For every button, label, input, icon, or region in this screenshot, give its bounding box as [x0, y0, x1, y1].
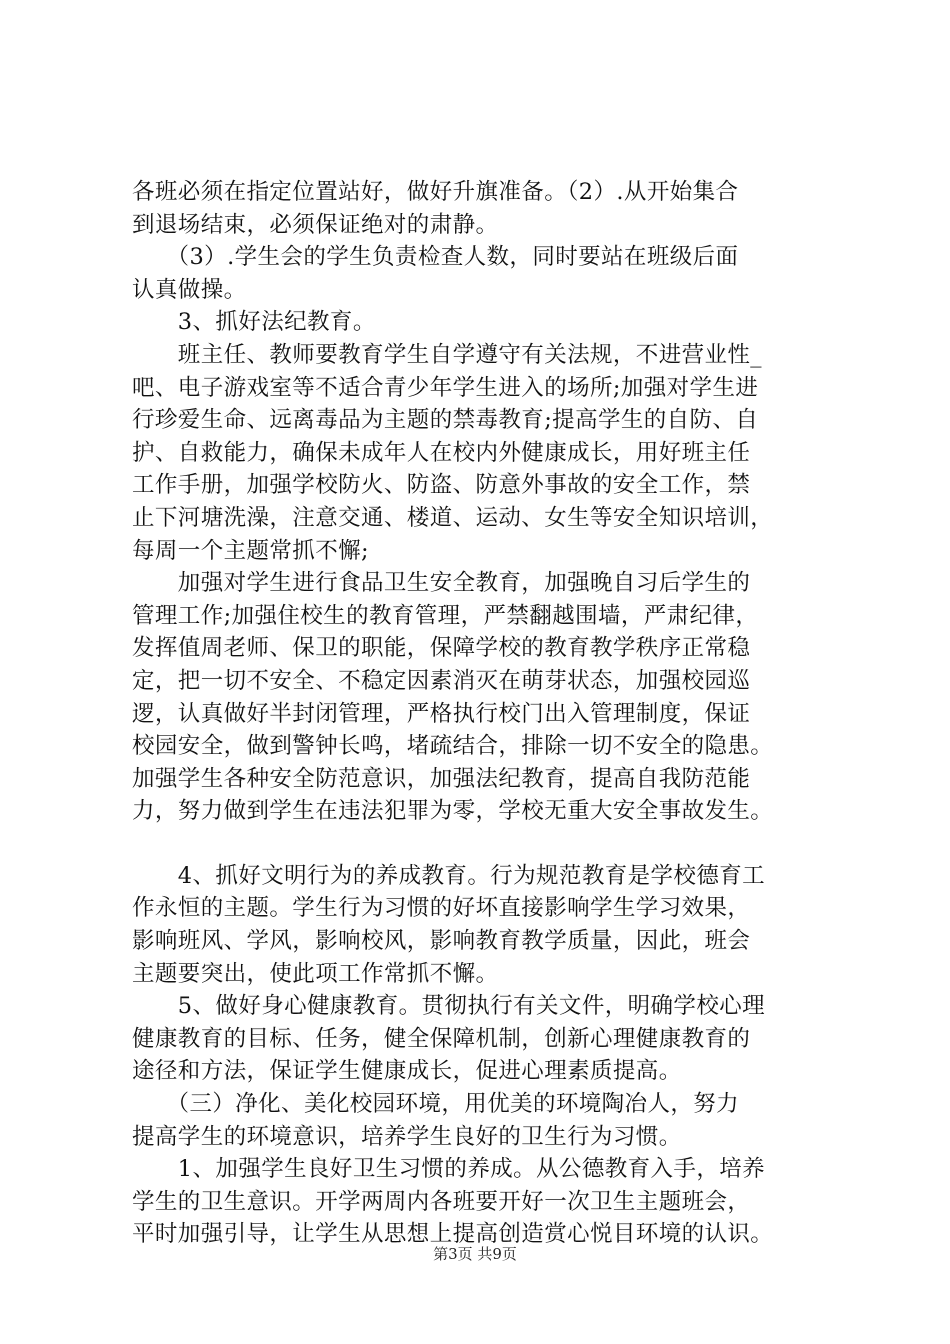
text-line: 力，努力做到学生在违法犯罪为零，学校无重大安全事故发生。: [132, 798, 774, 825]
text-line: 班主任、教师要教育学生自学遵守有关法规，不进营业性_: [132, 341, 762, 368]
page-footer: 第3页 共9页: [433, 1245, 517, 1263]
text-line: 定，把一切不安全、不稳定因素消灭在萌芽状态，加强校园巡: [132, 667, 751, 694]
text-line: 学生的卫生意识。开学两周内各班要开好一次卫生主题班会，: [132, 1188, 751, 1215]
text-line: 加强学生各种安全防范意识，加强法纪教育，提高自我防范能: [132, 765, 751, 792]
text-line: 校园安全，做到警钟长鸣，堵疏结合，排除一切不安全的隐患。: [132, 733, 774, 760]
text-line: 吧、电子游戏室等不适合青少年学生进入的场所;加强对学生进: [132, 374, 759, 401]
text-line: 加强对学生进行食品卫生安全教育，加强晚自习后学生的: [132, 570, 751, 597]
text-line: （3）.学生会的学生负责检查人数，同时要站在班级后面: [132, 244, 739, 271]
text-line: 提高学生的环境意识，培养学生良好的卫生行为习惯。: [132, 1123, 682, 1150]
text-line: 途径和方法，保证学生健康成长，促进心理素质提高。: [132, 1058, 682, 1085]
text-line: 护、自救能力，确保未成年人在校内外健康成长，用好班主任: [132, 439, 751, 466]
text-line: 1、加强学生良好卫生习惯的养成。从公德教育入手，培养: [132, 1156, 766, 1183]
text-line: 各班必须在指定位置站好，做好升旗准备。（2）.从开始集合: [132, 179, 739, 205]
text-line: 平时加强引导，让学生从思想上提高创造赏心悦目环境的认识。: [132, 1221, 774, 1248]
text-line: 管理工作;加强住校生的教育管理，严禁翻越围墙，严肃纪律，: [132, 602, 759, 629]
text-line: 工作手册，加强学校防火、防盗、防意外事故的安全工作，禁: [132, 472, 751, 499]
text-line: 每周一个主题常抓不懈;: [132, 537, 369, 564]
text-line: 健康教育的目标、任务，健全保障机制，创新心理健康教育的: [132, 1025, 751, 1052]
text-line: 主题要突出，使此项工作常抓不懈。: [132, 960, 499, 987]
text-line: 到退场结束，必须保证绝对的肃静。: [132, 211, 499, 238]
text-line: 逻，认真做好半封闭管理，严格执行校门出入管理制度，保证: [132, 700, 751, 727]
text-line: 5、做好身心健康教育。贯彻执行有关文件，明确学校心理: [132, 993, 766, 1020]
blank-line: [132, 828, 832, 860]
text-line: 4、抓好文明行为的养成教育。行为规范教育是学校德育工: [132, 862, 766, 889]
text-line: 发挥值周老师、保卫的职能，保障学校的教育教学秩序正常稳: [132, 635, 751, 662]
text-line: 行珍爱生命、远离毒品为主题的禁毒教育;提高学生的自防、自: [132, 407, 759, 434]
text-line: 止下河塘洗澡，注意交通、楼道、运动、女生等安全知识培训，: [132, 504, 774, 531]
text-line: 影响班风、学风，影响校风，影响教育教学质量，因此，班会: [132, 928, 751, 955]
body-text: [132, 176, 832, 1251]
text-line: 3、抓好法纪教育。: [132, 309, 376, 336]
text-line: 作永恒的主题。学生行为习惯的好坏直接影响学生学习效果，: [132, 895, 751, 922]
text-line: 认真做操。: [132, 276, 247, 303]
text-line: （三）净化、美化校园环境，用优美的环境陶冶人，努力: [132, 1091, 740, 1118]
